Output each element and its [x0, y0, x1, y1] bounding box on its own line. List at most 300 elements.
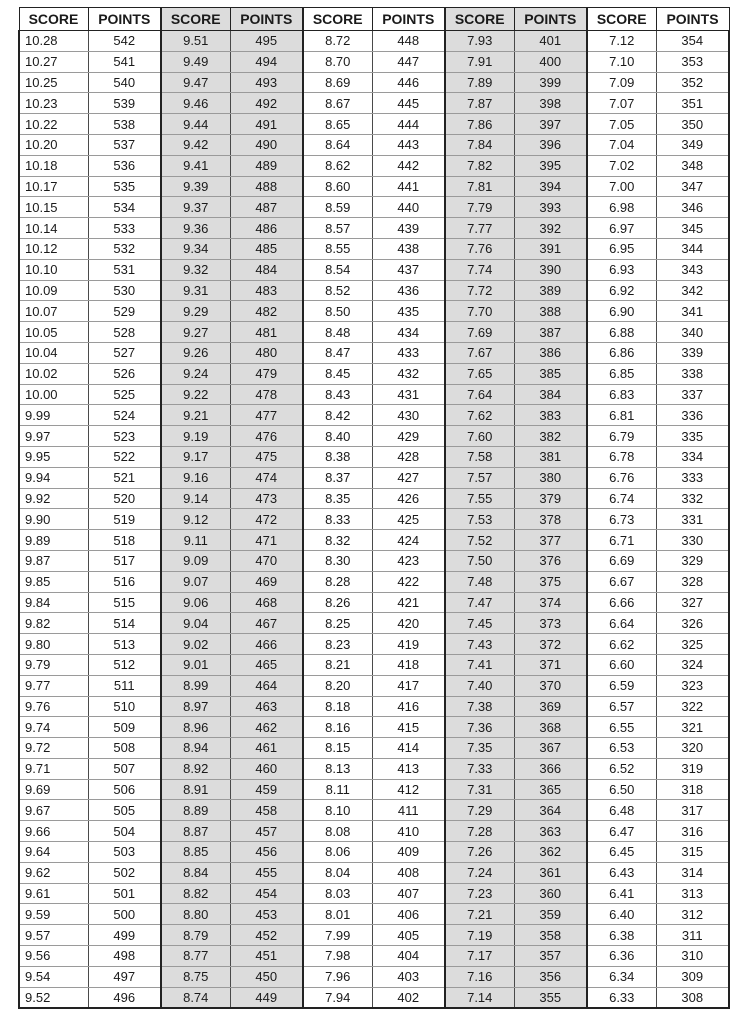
points-cell: 389 [514, 280, 587, 301]
score-cell: 9.27 [161, 322, 230, 343]
points-cell: 531 [88, 259, 161, 280]
points-cell: 450 [230, 966, 303, 987]
score-cell: 10.12 [19, 238, 88, 259]
score-cell: 8.84 [161, 862, 230, 883]
points-cell: 337 [656, 384, 729, 405]
table-row [19, 696, 729, 717]
points-cell: 477 [230, 405, 303, 426]
score-cell: 10.22 [19, 114, 88, 135]
score-cell: 7.70 [445, 301, 514, 322]
score-cell: 6.59 [587, 675, 656, 696]
points-cell: 455 [230, 862, 303, 883]
score-cell: 6.98 [587, 197, 656, 218]
points-cell: 348 [656, 155, 729, 176]
points-cell: 403 [372, 966, 445, 987]
table-row [19, 758, 729, 779]
score-cell: 9.84 [19, 592, 88, 613]
score-cell: 8.08 [303, 821, 372, 842]
score-cell: 6.88 [587, 322, 656, 343]
points-cell: 431 [372, 384, 445, 405]
points-cell: 367 [514, 738, 587, 759]
points-cell: 503 [88, 842, 161, 863]
score-cell: 8.38 [303, 446, 372, 467]
points-cell: 352 [656, 72, 729, 93]
table-row [19, 738, 729, 759]
points-cell: 526 [88, 363, 161, 384]
points-cell: 493 [230, 72, 303, 93]
points-cell: 375 [514, 571, 587, 592]
points-cell: 379 [514, 488, 587, 509]
score-cell: 6.71 [587, 530, 656, 551]
points-cell: 314 [656, 862, 729, 883]
score-cell: 6.48 [587, 800, 656, 821]
points-cell: 333 [656, 467, 729, 488]
points-cell: 433 [372, 342, 445, 363]
score-cell: 9.07 [161, 571, 230, 592]
score-cell: 7.05 [587, 114, 656, 135]
score-cell: 10.28 [19, 31, 88, 52]
points-cell: 336 [656, 405, 729, 426]
score-cell: 8.70 [303, 51, 372, 72]
header-score-3: SCORE [303, 8, 372, 31]
table-row [19, 571, 729, 592]
points-cell: 430 [372, 405, 445, 426]
points-cell: 454 [230, 883, 303, 904]
points-cell: 397 [514, 114, 587, 135]
points-cell: 447 [372, 51, 445, 72]
points-cell: 378 [514, 509, 587, 530]
points-cell: 449 [230, 987, 303, 1008]
score-cell: 6.73 [587, 509, 656, 530]
score-cell: 7.17 [445, 946, 514, 967]
score-cell: 9.42 [161, 134, 230, 155]
table-row [19, 197, 729, 218]
points-cell: 370 [514, 675, 587, 696]
score-cell: 9.11 [161, 530, 230, 551]
points-cell: 331 [656, 509, 729, 530]
points-cell: 407 [372, 883, 445, 904]
points-cell: 377 [514, 530, 587, 551]
points-cell: 511 [88, 675, 161, 696]
score-cell: 8.10 [303, 800, 372, 821]
points-cell: 529 [88, 301, 161, 322]
score-cell: 7.19 [445, 925, 514, 946]
points-cell: 326 [656, 613, 729, 634]
score-cell: 7.45 [445, 613, 514, 634]
score-cell: 8.50 [303, 301, 372, 322]
points-cell: 536 [88, 155, 161, 176]
points-cell: 323 [656, 675, 729, 696]
score-cell: 9.29 [161, 301, 230, 322]
score-cell: 6.81 [587, 405, 656, 426]
points-cell: 400 [514, 51, 587, 72]
points-cell: 419 [372, 634, 445, 655]
score-cell: 8.80 [161, 904, 230, 925]
score-cell: 6.92 [587, 280, 656, 301]
score-cell: 9.06 [161, 592, 230, 613]
score-cell: 9.14 [161, 488, 230, 509]
score-cell: 8.26 [303, 592, 372, 613]
points-cell: 486 [230, 218, 303, 239]
score-cell: 9.17 [161, 446, 230, 467]
score-cell: 9.52 [19, 987, 88, 1008]
score-cell: 9.46 [161, 93, 230, 114]
score-cell: 6.36 [587, 946, 656, 967]
table-row [19, 467, 729, 488]
table-row [19, 31, 729, 52]
header-points-1: POINTS [88, 8, 161, 31]
score-cell: 9.99 [19, 405, 88, 426]
score-cell: 10.27 [19, 51, 88, 72]
points-cell: 401 [514, 31, 587, 52]
points-cell: 440 [372, 197, 445, 218]
points-cell: 317 [656, 800, 729, 821]
header-score-1: SCORE [19, 8, 88, 31]
points-cell: 381 [514, 446, 587, 467]
score-cell: 8.21 [303, 654, 372, 675]
points-cell: 338 [656, 363, 729, 384]
points-cell: 459 [230, 779, 303, 800]
score-cell: 9.16 [161, 467, 230, 488]
points-cell: 434 [372, 322, 445, 343]
score-cell: 7.79 [445, 197, 514, 218]
points-cell: 517 [88, 550, 161, 571]
points-cell: 462 [230, 717, 303, 738]
points-cell: 393 [514, 197, 587, 218]
points-cell: 482 [230, 301, 303, 322]
header-row [19, 8, 729, 31]
table-row [19, 654, 729, 675]
points-cell: 362 [514, 842, 587, 863]
table-row [19, 342, 729, 363]
score-cell: 9.92 [19, 488, 88, 509]
points-cell: 395 [514, 155, 587, 176]
points-cell: 475 [230, 446, 303, 467]
points-cell: 476 [230, 426, 303, 447]
score-cell: 7.76 [445, 238, 514, 259]
points-cell: 508 [88, 738, 161, 759]
score-cell: 9.61 [19, 883, 88, 904]
score-cell: 10.07 [19, 301, 88, 322]
points-cell: 506 [88, 779, 161, 800]
header-points-3: POINTS [372, 8, 445, 31]
table-row [19, 592, 729, 613]
points-cell: 357 [514, 946, 587, 967]
score-cell: 7.91 [445, 51, 514, 72]
points-cell: 424 [372, 530, 445, 551]
score-cell: 9.56 [19, 946, 88, 967]
table-row [19, 176, 729, 197]
points-cell: 466 [230, 634, 303, 655]
points-cell: 519 [88, 509, 161, 530]
points-cell: 345 [656, 218, 729, 239]
points-cell: 502 [88, 862, 161, 883]
points-cell: 509 [88, 717, 161, 738]
score-cell: 9.59 [19, 904, 88, 925]
score-cell: 7.21 [445, 904, 514, 925]
score-cell: 8.59 [303, 197, 372, 218]
points-cell: 368 [514, 717, 587, 738]
score-cell: 7.69 [445, 322, 514, 343]
score-cell: 8.55 [303, 238, 372, 259]
score-cell: 6.53 [587, 738, 656, 759]
score-cell: 6.55 [587, 717, 656, 738]
points-cell: 461 [230, 738, 303, 759]
score-cell: 9.89 [19, 530, 88, 551]
score-cell: 9.67 [19, 800, 88, 821]
points-cell: 534 [88, 197, 161, 218]
points-cell: 390 [514, 259, 587, 280]
score-cell: 9.47 [161, 72, 230, 93]
points-cell: 488 [230, 176, 303, 197]
score-cell: 7.04 [587, 134, 656, 155]
points-cell: 540 [88, 72, 161, 93]
score-cell: 8.28 [303, 571, 372, 592]
score-cell: 8.74 [161, 987, 230, 1008]
score-cell: 8.15 [303, 738, 372, 759]
table-row [19, 821, 729, 842]
points-cell: 327 [656, 592, 729, 613]
points-cell: 359 [514, 904, 587, 925]
table-row [19, 675, 729, 696]
points-cell: 365 [514, 779, 587, 800]
table-row [19, 322, 729, 343]
points-cell: 492 [230, 93, 303, 114]
points-cell: 499 [88, 925, 161, 946]
points-cell: 444 [372, 114, 445, 135]
points-cell: 465 [230, 654, 303, 675]
points-cell: 349 [656, 134, 729, 155]
score-cell: 9.90 [19, 509, 88, 530]
score-cell: 7.52 [445, 530, 514, 551]
score-cell: 6.76 [587, 467, 656, 488]
score-cell: 10.10 [19, 259, 88, 280]
table-row [19, 238, 729, 259]
points-cell: 394 [514, 176, 587, 197]
points-cell: 325 [656, 634, 729, 655]
points-cell: 386 [514, 342, 587, 363]
points-cell: 329 [656, 550, 729, 571]
points-cell: 334 [656, 446, 729, 467]
score-cell: 7.14 [445, 987, 514, 1008]
score-cell: 6.90 [587, 301, 656, 322]
score-cell: 7.07 [587, 93, 656, 114]
points-cell: 426 [372, 488, 445, 509]
points-cell: 371 [514, 654, 587, 675]
score-cell: 6.78 [587, 446, 656, 467]
points-cell: 469 [230, 571, 303, 592]
points-cell: 464 [230, 675, 303, 696]
score-cell: 7.98 [303, 946, 372, 967]
points-cell: 340 [656, 322, 729, 343]
points-cell: 409 [372, 842, 445, 863]
table-row [19, 717, 729, 738]
points-cell: 522 [88, 446, 161, 467]
points-cell: 523 [88, 426, 161, 447]
score-cell: 8.72 [303, 31, 372, 52]
score-cell: 8.62 [303, 155, 372, 176]
points-cell: 373 [514, 613, 587, 634]
points-cell: 443 [372, 134, 445, 155]
score-cell: 8.54 [303, 259, 372, 280]
points-cell: 542 [88, 31, 161, 52]
header-points-5: POINTS [656, 8, 729, 31]
points-cell: 413 [372, 758, 445, 779]
score-cell: 7.62 [445, 405, 514, 426]
points-cell: 491 [230, 114, 303, 135]
score-cell: 7.77 [445, 218, 514, 239]
score-cell: 7.00 [587, 176, 656, 197]
score-cell: 6.85 [587, 363, 656, 384]
points-cell: 437 [372, 259, 445, 280]
score-cell: 6.47 [587, 821, 656, 842]
score-cell: 9.51 [161, 31, 230, 52]
score-cell: 8.11 [303, 779, 372, 800]
score-cell: 10.09 [19, 280, 88, 301]
score-cell: 8.94 [161, 738, 230, 759]
points-cell: 398 [514, 93, 587, 114]
points-cell: 309 [656, 966, 729, 987]
score-cell: 7.47 [445, 592, 514, 613]
points-cell: 442 [372, 155, 445, 176]
points-cell: 483 [230, 280, 303, 301]
points-cell: 418 [372, 654, 445, 675]
score-cell: 7.58 [445, 446, 514, 467]
table-row [19, 72, 729, 93]
points-cell: 510 [88, 696, 161, 717]
points-cell: 532 [88, 238, 161, 259]
points-cell: 453 [230, 904, 303, 925]
score-cell: 6.64 [587, 613, 656, 634]
points-cell: 402 [372, 987, 445, 1008]
points-cell: 411 [372, 800, 445, 821]
table-row [19, 862, 729, 883]
points-cell: 507 [88, 758, 161, 779]
points-cell: 505 [88, 800, 161, 821]
points-cell: 308 [656, 987, 729, 1008]
points-cell: 495 [230, 31, 303, 52]
score-cell: 9.94 [19, 467, 88, 488]
points-cell: 512 [88, 654, 161, 675]
score-cell: 9.04 [161, 613, 230, 634]
table-header [19, 8, 729, 31]
score-cell: 6.66 [587, 592, 656, 613]
points-cell: 346 [656, 197, 729, 218]
points-cell: 318 [656, 779, 729, 800]
points-cell: 387 [514, 322, 587, 343]
points-cell: 324 [656, 654, 729, 675]
score-cell: 8.03 [303, 883, 372, 904]
score-cell: 9.62 [19, 862, 88, 883]
score-cell: 7.26 [445, 842, 514, 863]
score-cell: 7.38 [445, 696, 514, 717]
header-points-4: POINTS [514, 8, 587, 31]
score-cell: 7.33 [445, 758, 514, 779]
points-cell: 530 [88, 280, 161, 301]
score-cell: 9.37 [161, 197, 230, 218]
points-cell: 358 [514, 925, 587, 946]
points-cell: 452 [230, 925, 303, 946]
score-cell: 6.62 [587, 634, 656, 655]
table-row [19, 155, 729, 176]
header-score-4: SCORE [445, 8, 514, 31]
score-cell: 7.89 [445, 72, 514, 93]
points-cell: 404 [372, 946, 445, 967]
points-cell: 451 [230, 946, 303, 967]
points-cell: 342 [656, 280, 729, 301]
table-row [19, 405, 729, 426]
points-cell: 344 [656, 238, 729, 259]
score-cell: 7.55 [445, 488, 514, 509]
score-cell: 9.79 [19, 654, 88, 675]
score-cell: 7.65 [445, 363, 514, 384]
score-cell: 9.74 [19, 717, 88, 738]
score-cell: 8.33 [303, 509, 372, 530]
points-cell: 399 [514, 72, 587, 93]
score-cell: 7.99 [303, 925, 372, 946]
score-cell: 8.69 [303, 72, 372, 93]
table-row [19, 550, 729, 571]
points-cell: 416 [372, 696, 445, 717]
score-cell: 8.18 [303, 696, 372, 717]
score-cell: 8.65 [303, 114, 372, 135]
points-cell: 363 [514, 821, 587, 842]
points-cell: 356 [514, 966, 587, 987]
score-cell: 6.93 [587, 259, 656, 280]
points-cell: 361 [514, 862, 587, 883]
score-cell: 10.04 [19, 342, 88, 363]
points-cell: 470 [230, 550, 303, 571]
score-cell: 8.04 [303, 862, 372, 883]
score-cell: 8.85 [161, 842, 230, 863]
points-cell: 376 [514, 550, 587, 571]
points-cell: 330 [656, 530, 729, 551]
points-cell: 343 [656, 259, 729, 280]
score-cell: 6.83 [587, 384, 656, 405]
table-row [19, 946, 729, 967]
points-cell: 415 [372, 717, 445, 738]
header-points-2: POINTS [230, 8, 303, 31]
points-cell: 319 [656, 758, 729, 779]
points-cell: 480 [230, 342, 303, 363]
table-row [19, 218, 729, 239]
points-cell: 460 [230, 758, 303, 779]
points-cell: 467 [230, 613, 303, 634]
score-cell: 8.35 [303, 488, 372, 509]
score-cell: 7.87 [445, 93, 514, 114]
score-cell: 7.94 [303, 987, 372, 1008]
score-cell: 7.48 [445, 571, 514, 592]
points-cell: 514 [88, 613, 161, 634]
points-cell: 328 [656, 571, 729, 592]
points-cell: 422 [372, 571, 445, 592]
score-cell: 9.36 [161, 218, 230, 239]
score-cell: 7.35 [445, 738, 514, 759]
score-cell: 10.25 [19, 72, 88, 93]
points-cell: 463 [230, 696, 303, 717]
score-cell: 8.42 [303, 405, 372, 426]
score-cell: 9.24 [161, 363, 230, 384]
points-cell: 417 [372, 675, 445, 696]
score-cell: 7.81 [445, 176, 514, 197]
score-cell: 9.44 [161, 114, 230, 135]
points-cell: 537 [88, 134, 161, 155]
points-cell: 496 [88, 987, 161, 1008]
score-cell: 6.33 [587, 987, 656, 1008]
score-cell: 9.26 [161, 342, 230, 363]
points-cell: 408 [372, 862, 445, 883]
score-cell: 8.06 [303, 842, 372, 863]
